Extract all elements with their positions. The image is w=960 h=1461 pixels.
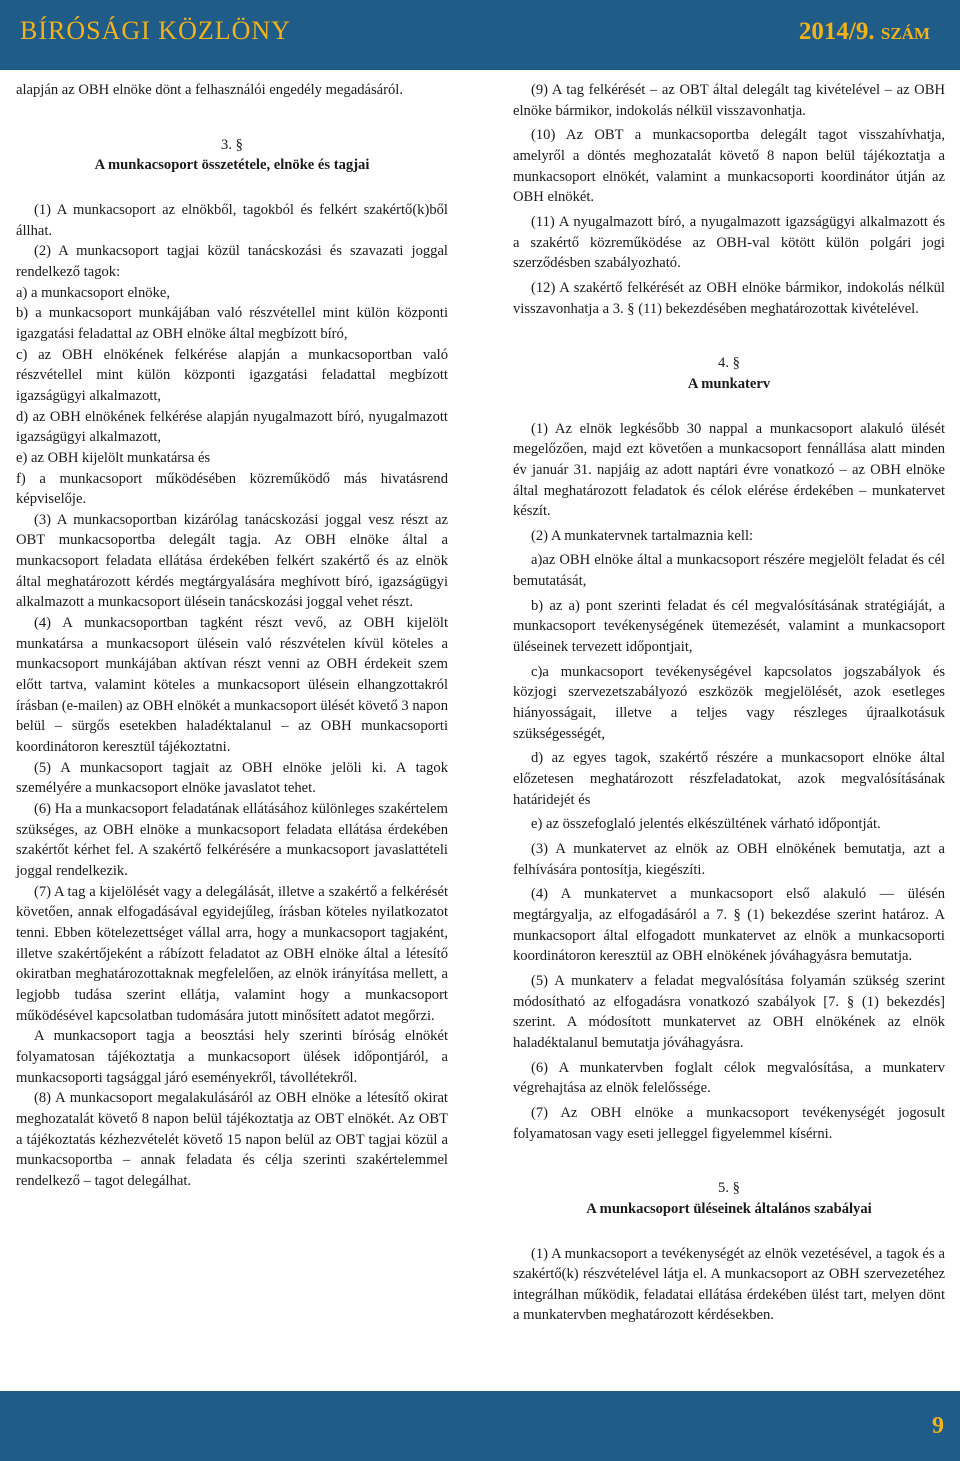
paragraph: (5) A munkaterv a feladat megvalósítása folyamán szükség szerint módosítható az elfogadásra vonatkozó szabályok [7. § (1) bekezdés] szerint. A módosított munkatervet az OBH elnökének az elnök haladéktalanul bemutatja jóváhagyásra. [513,972,945,1051]
section-number: 5. § [718,1180,740,1197]
list-item: a) a munkacsoport elnöke, [16,284,170,301]
paragraph: (1) A munkacsoport az elnökből, tagokból és felkért szakértő(k)ből állhat. [16,201,448,239]
page-header [0,0,960,70]
issue-number [799,18,930,46]
paragraph: (6) A munkatervben foglalt célok megvalósítása, a munkaterv végrehajtása az elnök felelőssége. [513,1059,945,1097]
list-item: d) az OBH elnökének felkérése alapján nyugalmazott bíró, nyugalmazott igazságügyi alkalmazott, [16,408,448,446]
issue-number-label: SZÁM [880,24,930,43]
section-number: 3. § [221,136,243,153]
paragraph: A munkacsoport tagja a beosztási hely szerinti bíróság elnökét folyamatosan tájékoztatja a munkacsoport ülések időpontjáról, a munkacsoporti tagsággal járó eseményekről, távollétekről. [16,1028,448,1086]
page-footer [0,1391,960,1461]
list-item: f) a munkacsoport működésében közreműködő más hivatásrend képviselője. [16,470,448,508]
list-item: b) a munkacsoport munkájában való részvétellel mint külön központi igazgatási feladattal az OBH elnöke által megbízott bíró, [16,305,448,342]
paragraph: (4) A munkacsoportban tagként részt vevő, az OBH kijelölt munkatársa a munkacsoport ülésein való részvételen kívül köteles a munkacsoport munkájában aktívan részt venni az OBH érdekeit szem előtt tartva, valamint köteles a munkacsoport ülésein elhangzottakról írásban (e-mailen) az OBH elnökét a munkacsoport ülését követő 3 napon belül – sürgős esetekben haladéktalanul – az OBH munkacsoporti koordinátoron keresztül tájékoztatni. [16,615,448,756]
list-item: d) az egyes tagok, szakértő részére a munkacsoport elnöke által előzetesen meghatározott részfeladatokat, azok megvalósításának határidejét és [513,750,945,808]
list-item: e) az OBH kijelölt munkatársa és [16,449,211,466]
list-item: e) az összefoglaló jelentés elkészültének várható időpontját. [531,816,881,833]
paragraph: (4) A munkatervet a munkacsoport első alakuló — ülésén megtárgyalja, az elfogadásáról a 7. § (1) bekezdése szerint határoz. A munkacsoport által elfogadott munkatervet az elnök a munkacsoporti koordinátoron keresztül az OBH elnökének jóváhagyásra bemutatja. [513,886,945,965]
paragraph: (12) A szakértő felkérését az OBH elnöke bármikor, indokolás nélkül visszavonhatja a 3. § (11) bekezdésében meghatározottak kivételével. [513,279,945,317]
paragraph: alapján az OBH elnöke dönt a felhasználói engedély megadásáról. [16,82,403,98]
paragraph: (5) A munkacsoport tagjait az OBH elnöke jelöli ki. A tagok személyére a munkacsoport elnöke javaslatot tehet. [16,759,448,797]
paragraph: (10) Az OBT a munkacsoportba delegált tagot visszahívhatja, amelyről a döntés meghozatalát követő 8 napon belül tájékoztatja a munkacsoport elnökét, valamint a munkacsoporti koordinátor útján az OBH elnökét. [513,127,945,206]
section-number: 4. § [718,355,740,372]
page-number: 9 [932,1413,944,1439]
paragraph: (3) A munkacsoportban kizárólag tanácskozási joggal vesz részt az OBT munkacsoportba delegált tagja. Az OBH elnöke által a munkacsoport feladata ellátása érdekében felkért szakértő és az elnök által meghatározott kérdés megtárgyalására meghívott bíró, igazságügyi alkalmazott a munkacsoport ülésein tanácskozási joggal vehet részt. [16,511,448,611]
list-item: a)az OBH elnöke által a munkacsoport részére megjelölt feladat és cél bemutatását, [513,552,945,590]
paragraph: (11) A nyugalmazott bíró, a nyugalmazott igazságügyi alkalmazott és a szakértő közreműködése az OBH-val kötött külön polgári jogi szerződésben szabályozható. [513,213,945,272]
paragraph: (9) A tag felkérését – az OBT által delegált tag kivételével – az OBH elnöke bármikor, indokolás nélkül visszavonhatja. [513,82,945,119]
section-title: A munkacsoport összetétele, elnöke és tagjai [94,157,370,174]
paragraph: (2) A munkacsoport tagjai közül tanácskozási és szavazati joggal rendelkező tagok: [16,243,448,280]
paragraph: (1) A munkacsoport a tevékenységét az elnök vezetésével, a tagok és a szakértő(k) részvételével látja el. A munkacsoport az OBH szervezetéhez integrálhan működik, feladatai ellátása érdekében ülést tart, melyen dönt a munkatervben meghatározott kérdésekben. [513,1245,945,1324]
paragraph: (2) A munkatervnek tartalmaznia kell: [531,527,754,544]
issue-number-value: 2014/9. [798,18,875,45]
section-title: A munkaterv [687,375,771,392]
paragraph: (7) Az OBH elnöke a munkacsoport tevékenységét jogosult folyamatosan vagy eseti jelleggel figyelemmel kísérni. [513,1104,945,1142]
publication-title: BÍRÓSÁGI KÖZLÖNY [20,16,291,45]
paragraph: (3) A munkatervet az elnök az OBH elnökének bemutatja, azt a felhívására pontosítja, kiegészíti. [513,841,945,878]
left-column [16,80,448,1191]
paragraph: (6) Ha a munkacsoport feladatának ellátásához különleges szakértelem szükséges, az OBH elnöke a munkacsoport feladata ellátása érdekében szakértőt kérhet fel. A szakértő felkérésére a munkacsoport javaslattételi joggal rendelkezik. [16,801,448,879]
list-item: c) az OBH elnökének felkérése alapján a munkacsoportban való részvétellel mint külön központi igazgatási feladattal megbízott igazságügyi alkalmazott, [16,346,448,404]
paragraph: (1) Az elnök legkésőbb 30 nappal a munkacsoport alakuló ülését megelőzően, majd ezt követően a munkacsoport fennállása alatt minden év január 31. napjáig az adott naptári évre vonatkozó – az OBH elnöke által meghatározott feladatok és célok elérése érdekében – munkatervet készít. [513,420,945,520]
list-item: c)a munkacsoport tevékenységével kapcsolatos jogszabályok és közjogi szervezetszabályozó eszközök megjelölését, azok esetleges hiányosságait, illetve a teljes vagy részleges újraalkotásuk szükségességét, [513,663,945,742]
list-item: b) az a) pont szerinti feladat és cél megvalósításának stratégiáját, a munkacsoport tevékenységének ütemezését, valamint a munkacsoport üléseinek tervezett időpontjait, [513,597,945,656]
section-title: A munkacsoport üléseinek általános szabályai [586,1200,872,1217]
right-column [513,80,945,1326]
paragraph: (8) A munkacsoport megalakulásáról az OBH elnöke a létesítő okirat meghozatalát követő 8 napon belül tájékoztatja az OBT elnökét. Az OBT a tájékoztatás kézhezvételét követő 15 napon belül az OBT tagjai közül a munkacsoportba – annak feladata és célja szerinti szakértelemmel rendelkező – tagot delegálhat. [16,1090,448,1189]
paragraph: (7) A tag a kijelölését vagy a delegálását, illetve a szakértő a felkérését követően, annak elfogadásával egyidejűleg, írásban köteles nyilatkozatot tenni. Ebben kötelezettséget vállal arra, hogy a munkacsoport tagjaként, illetve szakértőjeként a rábízott feladatot az OBH elnöke által a létesítő okiratban meghatározottaknak megfelelően, az elnök irányítása mellett, a legjobb tudása szerint ellátja, valamint hogy a munkacsoport működésével kapcsolatban tudomására jutott minősített adatot megőrzi. [16,883,448,1024]
